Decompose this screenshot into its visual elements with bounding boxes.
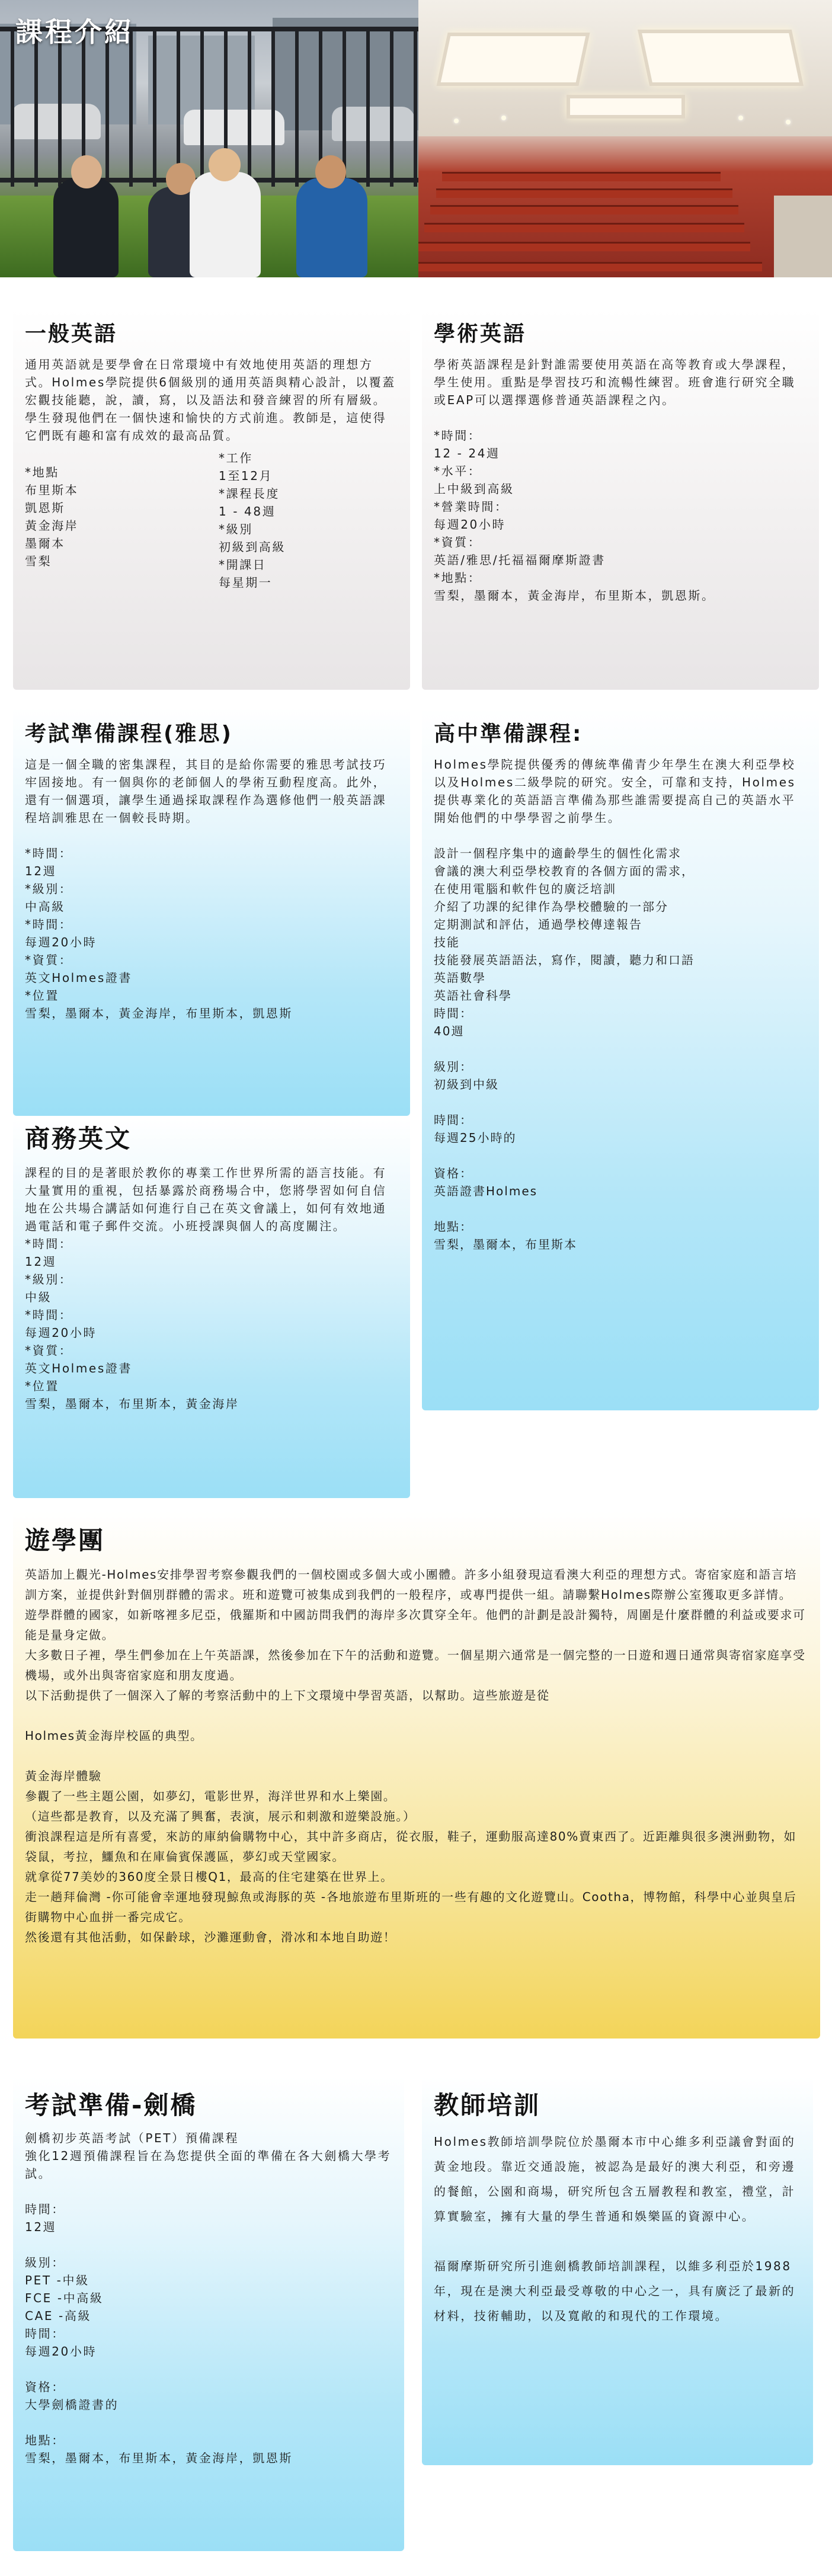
general-english-locations: *地點 布里斯本 凱恩斯 黃金海岸 墨爾本 雪梨 <box>25 465 79 568</box>
high-school-prep-heading: 高中準備課程: <box>434 722 583 746</box>
teacher-training-card <box>422 2077 813 2465</box>
academic-english-description: 學術英語課程是針對誰需要使用英語在高等教育或大學課程，學生使用。重點是學習技巧和流暢性練習。班會進行研究全職或EAP可以選擇選修普通英語課程之內。 <box>434 357 796 407</box>
high-school-prep-details: 設計一個程序集中的適齡學生的個性化需求 會議的澳大利亞學校教育的各個方面的需求， 在使用電腦和軟件包的廣泛培訓 介紹了功課的紀律作為學校體驗的一部分 定期測試和評估，通過學校傳達報告 技能 技能發展英語語法，寫作，閱讀，聽力和口語 英語數學 英語社會科學 時間： 40週 級別： 初級到中級 時間： 每週25小時的 資格： 英語證書Holmes 地點： 雪梨，墨爾本，布里斯本 <box>434 846 695 1252</box>
page-title: 課程介紹 <box>15 16 134 48</box>
business-english-description: 課程的目的是著眼於教你的專業工作世界所需的語言技能。有大量實用的重視，包括暴露於商務場合中，您將學習如何自信地在公共場合講話如何進行自己在英文會議上，如何有效地通過電話和電子郵件交流。小班授課與個人的高度關注。 <box>25 1166 387 1233</box>
ielts-prep-details: *時間： 12週 *級別： 中高級 *時間： 每週20小時 *資質： 英文Holmes證書 *位置 雪梨，墨爾本，黃金海岸，布里斯本，凱恩斯 <box>25 846 293 1020</box>
business-english-card <box>13 1119 410 1498</box>
cambridge-prep-heading: 考試準備-劍橋 <box>25 2091 197 2120</box>
cambridge-prep-details: 時間： 12週 級別： PET -中級 FCE -中高級 CAE -高級 時間： 每週20小時 資格： 大學劍橋證書的 地點： 雪梨，墨爾本，布里斯本，黃金海岸，凱恩斯 <box>25 2202 293 2465</box>
study-tour-description: 英語加上觀光-Holmes安排學習考察參觀我們的一個校園或多個大或小團體。許多小組發現這看澳大利亞的理想方式。寄宿家庭和語言培訓方案，並提供針對個別群體的需求。班和遊覽可被集成到我們的一般程序，或專門提供一組。請聯繫Holmes際辦公室獲取更多詳情。 遊學群體的國家，如新喀裡多尼亞，俄羅斯和中國訪問我們的海岸多次貫穿全年。他們的計劃是設計獨特，周圍是什麼群體的利益或要求可能是量身定做。 大多數日子裡，學生們參加在上午英語課，然後參加在下午的活動和遊覽。一個星期六通常是一個完整的一日遊和週日通常與寄宿家庭享受機場，或外出與寄宿家庭和朋友度過。 以下活動提供了一個深入了解的考察活動中的上下文環境中學習英語，以幫助。這些旅遊是從 Holmes黃金海岸校區的典型。 黃金海岸體驗 參觀了一些主題公園，如夢幻，電影世界，海洋世界和水上樂園。 （這些都是教育，以及充滿了興奮，表演，展示和刺激和遊樂設施。） 衝浪課程這是所有喜愛，來訪的庫納倫購物中心，其中許多商店，從衣服，鞋子，運動服高達80%賣東西了。近距離與很多澳洲動物，如袋鼠，考拉，鱷魚和在庫倫賓保護區，夢幻或天堂國家。 就拿從77美妙的360度全景日樓Q1，最高的住宅建築在世界上。 走一趟拜倫灣 -你可能會幸運地發現鯨魚或海豚的英 -各地旅遊布里斯班的一些有趣的文化遊覽山。Cootha，博物館，科學中心並與皇后街購物中心血拼一番完成它。 然後還有其他活動，如保齡球，沙灘運動會，滑冰和本地自助遊！ <box>25 1567 806 1944</box>
general-english-heading: 一般英語 <box>25 322 118 346</box>
study-tour-card <box>13 1511 820 2039</box>
general-english-description: 通用英語就是要學會在日常環境中有效地使用英語的理想方式。Holmes學院提供6個級別的通用英語與精心設計，以覆蓋宏觀技能聽，說，讀，寫，以及語法和發音練習的所有層級。學生發現他們在一個快速和愉快的方式前進。教師是，這使得它們既有趣和富有成效的最高品質。 <box>25 357 396 443</box>
cambridge-prep-description: 劍橋初步英語考試（PET）預備課程 強化12週預備課程旨在為您提供全面的準備在各大劍橋大學考試。 <box>25 2131 392 2181</box>
high-school-prep-description: Holmes學院提供優秀的傳統準備青少年學生在澳大利亞學校以及Holmes二級學院的研究。安全，可靠和支持，Holmes提供專業化的英語語言準備為那些誰需要提高自己的英語水平開始他們的中學學習之前學生。 <box>434 757 796 825</box>
high-school-prep-card <box>422 708 819 1410</box>
hero-banner <box>0 0 832 277</box>
hero-photo-lecture-hall <box>418 0 832 277</box>
cambridge-prep-card <box>13 2077 404 2551</box>
academic-english-details: *時間： 12 - 24週 *水平： 上中級到高級 *營業時間： 每週20小時 *資質： 英語/雅思/托福福爾摩斯證書 *地點： 雪梨，墨爾本，黃金海岸，布里斯本，凱恩斯。 <box>434 428 715 603</box>
business-english-details: *時間： 12週 *級別： 中級 *時間： 每週20小時 *資質： 英文Holmes證書 *位置 雪梨，墨爾本，布里斯本，黃金海岸 <box>25 1237 239 1411</box>
study-tour-heading: 遊學團 <box>25 1526 105 1555</box>
general-english-card <box>13 308 410 690</box>
academic-english-heading: 學術英語 <box>434 322 527 346</box>
general-english-schedule: *工作 1至12月 *課程長度 1 - 48週 *級別 初級到高級 *開課日 每星期一 <box>219 451 286 590</box>
ielts-prep-heading: 考試準備課程(雅思) <box>25 722 233 746</box>
ielts-prep-description: 這是一個全職的密集課程，其目的是給你需要的雅思考試技巧牢固接地。有一個與你的老師個人的學術互動程度高。此外，還有一個選項，讓學生通過採取課程作為選修他們一般英語課程培訓雅思在一個較長時期。 <box>25 757 387 825</box>
business-english-heading: 商務英文 <box>25 1124 132 1153</box>
teacher-training-description: Holmes教師培訓學院位於墨爾本市中心維多利亞議會對面的黃金地段。靠近交通設施，被認為是最好的澳大利亞，和旁邊的餐館，公園和商場，研究所包含五層教程和教室，禮堂，計算實驗室，擁有大量的學生普通和娛樂區的資源中心。 福爾摩斯研究所引進劍橋教師培訓課程，以維多利亞於1988年，現在是澳大利亞最受尊敬的中心之一，具有廣泛了最新的材料，技術輔助，以及寬敞的和現代的工作環境。 <box>434 2135 796 2323</box>
academic-english-card <box>422 308 819 690</box>
teacher-training-heading: 教師培訓 <box>434 2091 541 2120</box>
ielts-prep-card <box>13 708 410 1116</box>
